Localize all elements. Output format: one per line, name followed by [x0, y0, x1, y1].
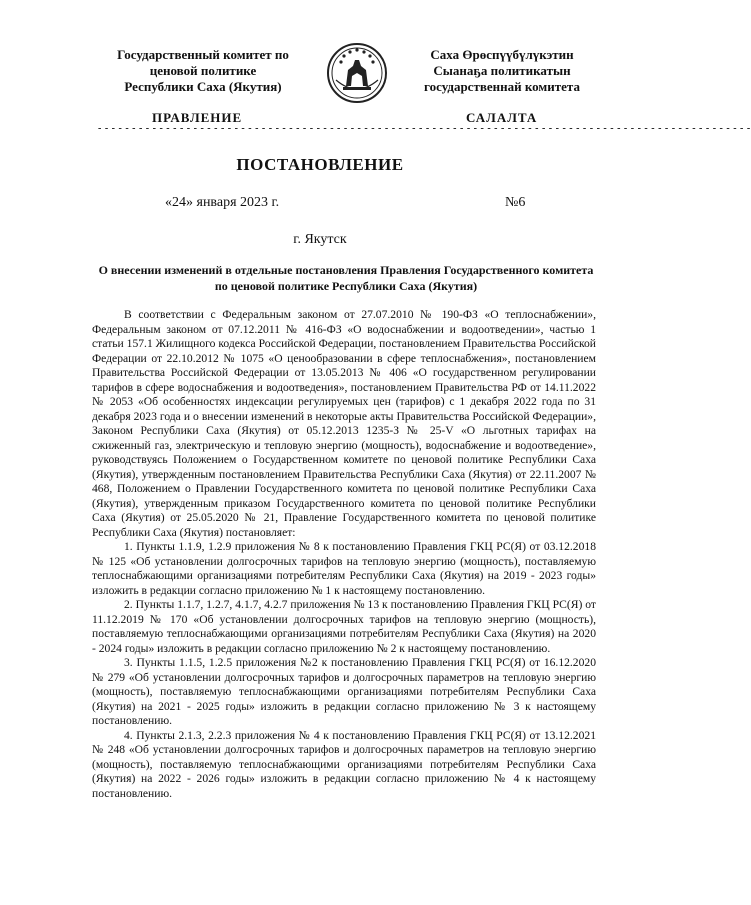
document-number: №6	[505, 195, 526, 210]
document-body	[92, 308, 596, 801]
left-org-line-1: Государственный комитет по	[117, 47, 289, 62]
left-org-line-2: ценовой политике	[149, 63, 257, 78]
right-org-line-3: государственнай комитета	[424, 79, 580, 94]
left-organization-name	[98, 47, 308, 95]
left-org-line-3: Республики Саха (Якутия)	[124, 79, 282, 94]
board-label-ru: ПРАВЛЕНИЕ	[152, 110, 243, 125]
item-paragraph-4: 4. Пункты 2.1.3, 2.2.3 приложения № 4 к постановлению Правления ГКЦ РС(Я) от 13.12.2021 № 248 «Об установлении долгосрочных тарифов и долгосрочных параметров на тепловую энергию (мощность), поставляемую теплоснабжающими организациями потребителям Республики Саха (Якутия) на 2022 - 2026 годы» изложить в редакции согласно приложению № 4 к настоящему постановлению.	[92, 728, 596, 800]
right-organization-name	[392, 47, 612, 95]
right-org-line-2: Сыанаҕа политикатын	[433, 63, 571, 78]
document-city: г. Якутск	[293, 232, 347, 247]
board-label-sakha: САЛАЛТА	[466, 110, 538, 125]
header-divider: - - - - - - - - - - - - - - - - - - - - - - - - - - - - - - - - - - - - - - - - - - - - - - - - - - - - - - - - - - - - - - - - - - - - - - - - - - - - - - - - - - - - - - - - - - - - - - - -	[98, 123, 751, 134]
coat-of-arms-icon	[326, 40, 388, 106]
document-title: ПОСТАНОВЛЕНИЕ	[236, 155, 404, 174]
right-org-line-1: Саха Өрөспүүбүлүкэтин	[430, 47, 574, 62]
document-heading: О внесении изменений в отдельные постановления Правления Государственного комитета по ценовой политике Республики Саха (Якутия)	[98, 263, 594, 293]
item-paragraph-1: 1. Пункты 1.1.9, 1.2.9 приложения № 8 к постановлению Правления ГКЦ РС(Я) от 03.12.2018 № 125 «Об установлении долгосрочных тарифов на тепловую энергию (мощность), поставляемую теплоснабжающими организациями потребителям Республики Саха (Якутия) на 2019 - 2023 годы» изложить в редакции согласно приложению № 1 к настоящему постановлению.	[92, 540, 596, 597]
preamble-paragraph: В соответствии с Федеральным законом от 27.07.2010 № 190-ФЗ «О теплоснабжении», Федеральным законом от 07.12.2011 № 416-ФЗ «О водоснабжении и водоотведении», частью 1 статьи 157.1 Жилищного кодекса Российской Федерации, постановлением Правительства Российской Федерации от 22.10.2012 № 1075 «О ценообразовании в сфере теплоснабжения», постановлением Правительства Российской Федерации от 13.05.2013 № 406 «О государственном регулировании тарифов в сфере водоснабжения и водоотведения», постановлением Правительства РФ от 14.11.2022 № 2053 «Об особенностях индексации регулируемых цен (тарифов) с 1 декабря 2022 года по 31 декабря 2023 года и о внесении изменений в некоторые акты Правительства Российской Федерации», Законом Республики Саха (Якутия) от 05.12.2013 1235-З № 25-V «О льготных тарифах на сжиженный газ, электрическую и тепловую энергию (мощность), водоснабжение и водоотведение», руководствуясь Положением о Государственном комитете по ценовой политике Республики Саха (Якутия), утвержденным постановлением Правительства Республики Саха (Якутия) от 22.11.2007 № 468, Положением о Правлении Государственного комитета по ценовой политике Республики Саха (Якутия), утвержденным приказом Государственного комитета по ценовой политике Республики Саха (Якутия) от 25.05.2020 № 21, Правление Государственного комитета по ценовой политике Республики Саха (Якутия) постановляет:	[92, 308, 596, 539]
item-paragraph-2: 2. Пункты 1.1.7, 1.2.7, 4.1.7, 4.2.7 приложения № 13 к постановлению Правления ГКЦ РС(Я) от 11.12.2019 № 170 «Об установлении долгосрочных тарифов на тепловую энергию (мощность), поставляемую теплоснабжающими организациями потребителям Республики Саха (Якутия) на 2020 - 2024 годы» изложить в редакции согласно приложению № 2 к настоящему постановлению.	[92, 598, 596, 655]
item-paragraph-3: 3. Пункты 1.1.5, 1.2.5 приложения №2 к постановлению Правления ГКЦ РС(Я) от 16.12.2020 № 279 «Об установлении долгосрочных тарифов и долгосрочных параметров на тепловую энергию (мощность), поставляемую теплоснабжающими организациями потребителям Республики Саха (Якутия) на 2021 - 2025 годы» изложить в редакции согласно приложению № 3 к настоящему постановлению.	[92, 656, 596, 727]
document-date: «24» января 2023 г.	[165, 195, 280, 210]
